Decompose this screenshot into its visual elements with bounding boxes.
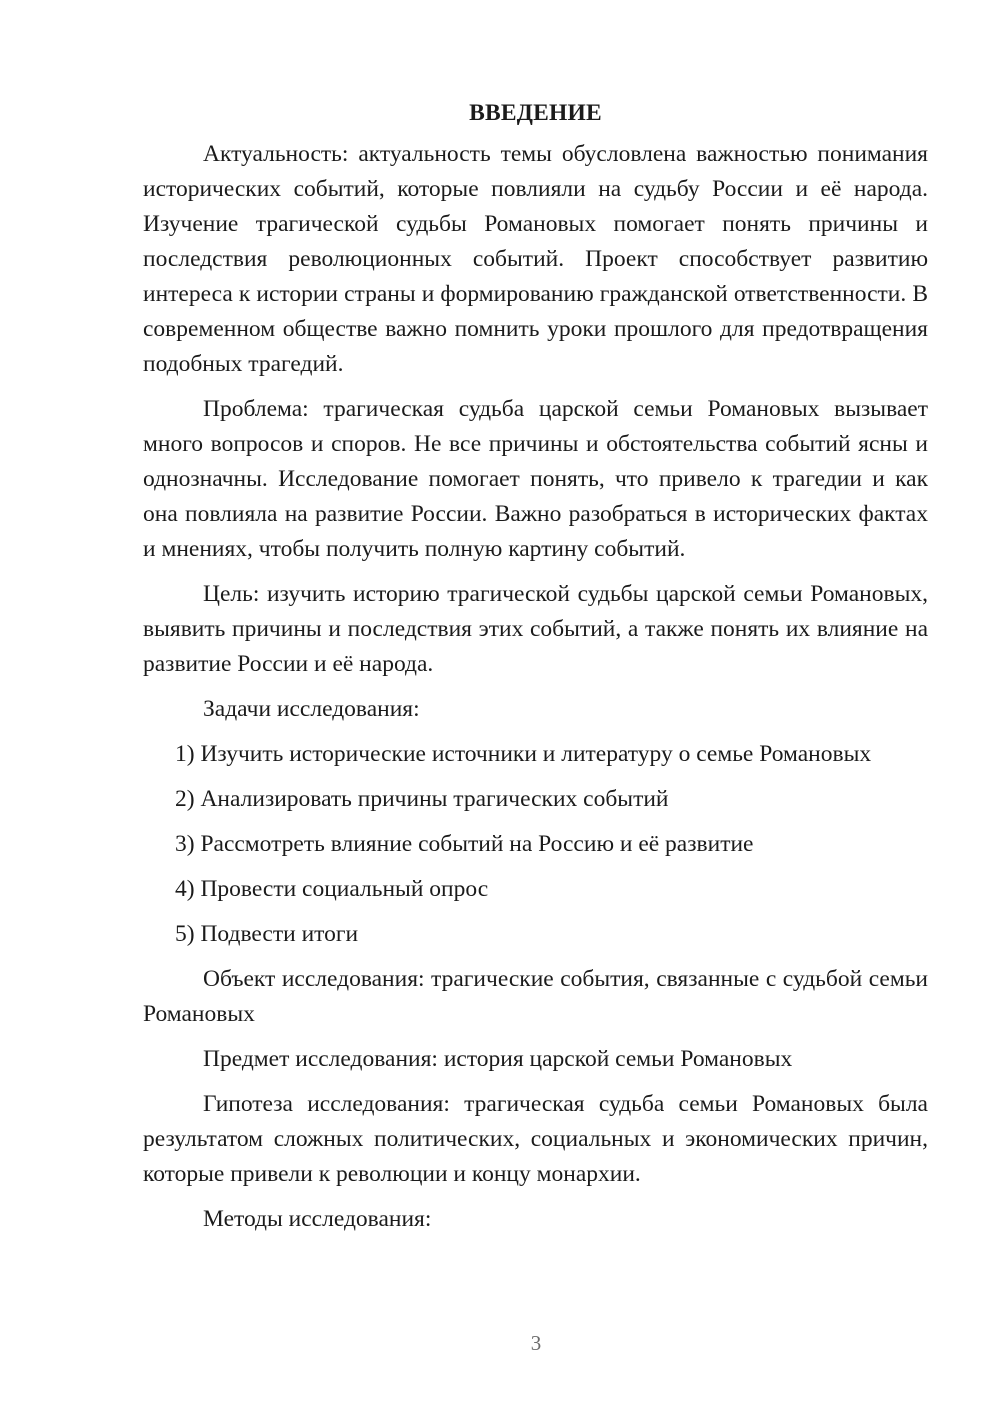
relevance-paragraph: Актуальность: актуальность темы обусловлена важностью понимания исторических событий, которые повлияли на судьбу России и её народа. Изучение трагической судьбы Романовых помогает понять причины и последствия революционных событий. Проект способствует развитию интереса к истории страны и формированию гражданской ответственности. В современном обществе важно помнить уроки прошлого для предотвращения подобных трагедий. — [143, 141, 928, 377]
task-item-3: 3) Рассмотреть влияние событий на Россию и её развитие — [175, 831, 754, 857]
goal-paragraph: Цель: изучить историю трагической судьбы царской семьи Романовых, выявить причины и последствия этих событий, а также понять их влияние на развитие России и её народа. — [143, 581, 928, 677]
tasks-title: Задачи исследования: — [203, 696, 420, 722]
task-item-5: 5) Подвести итоги — [175, 921, 359, 947]
task-item-2: 2) Анализировать причины трагических событий — [175, 786, 669, 812]
subject-paragraph: Предмет исследования: история царской семьи Романовых — [203, 1046, 793, 1072]
section-heading: ВВЕДЕНИЕ — [469, 100, 602, 126]
page-content — [143, 96, 928, 1247]
object-paragraph: Объект исследования: трагические события, связанные с судьбой семьи Романовых — [143, 966, 928, 1027]
methods-paragraph: Методы исследования: — [203, 1206, 432, 1232]
task-item-1: 1) Изучить исторические источники и литературу о семье Романовых — [175, 741, 872, 767]
task-item-4: 4) Провести социальный опрос — [175, 876, 489, 902]
problem-paragraph: Проблема: трагическая судьба царской семьи Романовых вызывает много вопросов и споров. Не все причины и обстоятельства событий ясны и однозначны. Исследование помогает понять, что привело к трагедии и как она повлияла на развитие России. Важно разобраться в исторических фактах и мнениях, чтобы получить полную картину событий. — [143, 396, 928, 562]
hypothesis-paragraph: Гипотеза исследования: трагическая судьба семьи Романовых была результатом сложных политических, социальных и экономических причин, которые привели к революции и концу монархии. — [143, 1091, 928, 1187]
tasks-list — [143, 737, 928, 952]
page-number: 3 — [530, 1331, 542, 1355]
